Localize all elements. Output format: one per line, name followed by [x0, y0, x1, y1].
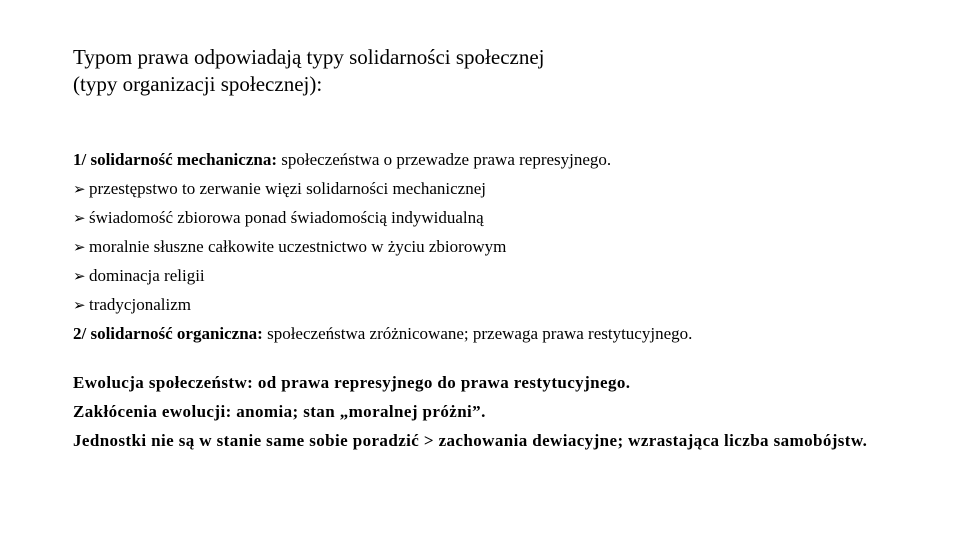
individuals-statement: Jednostki nie są w stanie same sobie poradzić > zachowania dewiacyjne; wzrastająca liczba samobójstw.	[73, 431, 868, 450]
bullet-text: moralnie słuszne całkowite uczestnictwo w życiu zbiorowym	[89, 237, 507, 256]
spacer	[73, 348, 885, 368]
arrow-right-icon: ➢	[73, 238, 86, 256]
title-line-2: (typy organizacji społecznej):	[73, 72, 323, 96]
arrow-right-icon: ➢	[73, 267, 86, 285]
bullet-item	[73, 232, 885, 261]
bullet-item	[73, 174, 885, 203]
arrow-right-icon: ➢	[73, 209, 86, 227]
mechanical-solidarity-line	[73, 145, 885, 174]
arrow-right-icon: ➢	[73, 296, 86, 314]
bullet-text: świadomość zbiorowa ponad świadomością indywidualną	[89, 208, 484, 227]
bullet-item	[73, 261, 885, 290]
mechanical-solidarity-text: społeczeństwa o przewadze prawa represyjnego.	[277, 150, 612, 169]
bullet-text: dominacja religii	[89, 266, 205, 285]
bullet-item	[73, 203, 885, 232]
disruptions-statement: Zakłócenia ewolucji: anomia; stan „moralnej próżni”.	[73, 402, 486, 421]
bullet-text: tradycjonalizm	[89, 295, 191, 314]
evolution-statement: Ewolucja społeczeństw: od prawa represyjnego do prawa restytucyjnego.	[73, 373, 631, 392]
organic-solidarity-heading: 2/ solidarność organiczna:	[73, 324, 263, 343]
bullet-item	[73, 290, 885, 319]
slide-body	[73, 145, 885, 460]
title-line-1: Typom prawa odpowiadają typy solidarności społecznej	[73, 45, 545, 69]
mechanical-solidarity-heading: 1/ solidarność mechaniczna:	[73, 150, 277, 169]
arrow-right-icon: ➢	[73, 180, 86, 198]
bullet-text: przestępstwo to zerwanie więzi solidarności mechanicznej	[89, 179, 486, 198]
slide-title	[73, 44, 893, 98]
organic-solidarity-text: społeczeństwa zróżnicowane; przewaga prawa restytucyjnego.	[262, 324, 693, 343]
organic-solidarity-line	[73, 319, 885, 348]
